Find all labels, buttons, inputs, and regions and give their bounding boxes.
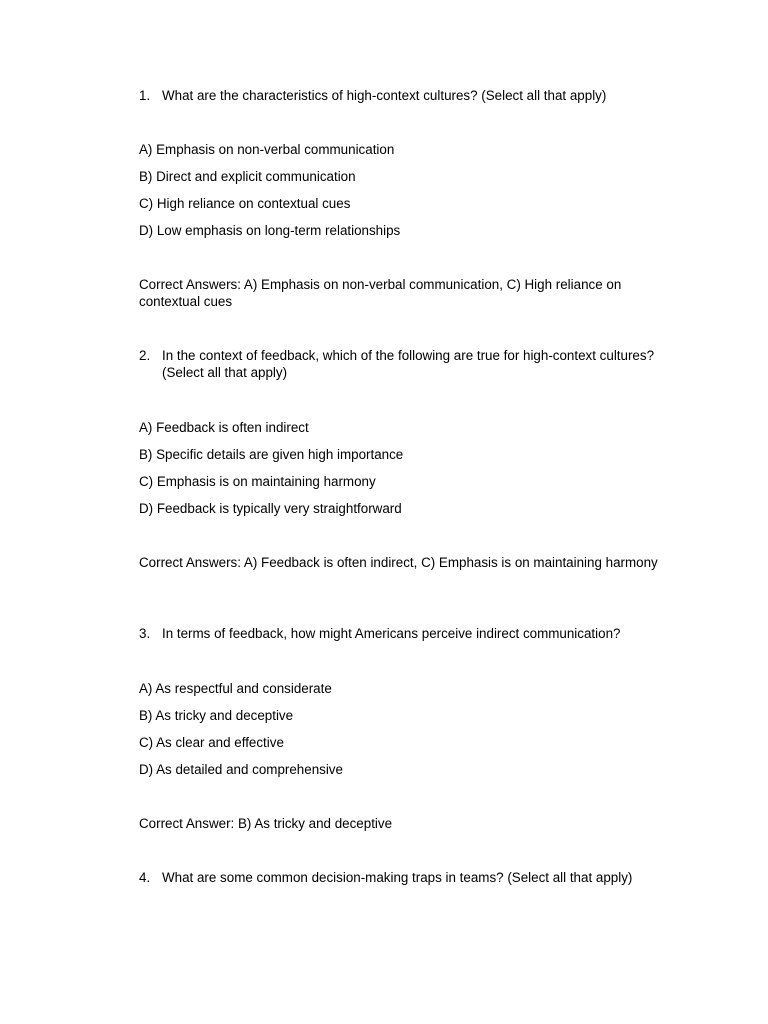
question-number: 1. (139, 88, 151, 103)
question-2-option-a: A) Feedback is often indirect (139, 420, 309, 435)
question-1-option-a: A) Emphasis on non-verbal communication (139, 142, 395, 157)
question-number: 4. (139, 870, 151, 885)
question-text: What are the characteristics of high-context cultures? (Select all that apply) (162, 88, 607, 103)
question-text: In terms of feedback, how might Americans perceive indirect communication? (162, 626, 621, 641)
question-1-option-d: D) Low emphasis on long-term relationships (139, 223, 401, 238)
question-text: In the context of feedback, which of the following are true for high-context cultures? (Select all that apply) (162, 348, 655, 380)
question-2 (139, 347, 669, 381)
question-3-option-a: A) As respectful and considerate (139, 681, 332, 696)
question-2-option-c: C) Emphasis is on maintaining harmony (139, 474, 376, 489)
question-1-option-b: B) Direct and explicit communication (139, 169, 356, 184)
question-1-option-c: C) High reliance on contextual cues (139, 196, 351, 211)
question-3-option-c: C) As clear and effective (139, 735, 284, 750)
question-3-correct-answer: Correct Answer: B) As tricky and deceptive (139, 816, 393, 831)
question-number: 3. (139, 626, 151, 641)
question-2-option-d: D) Feedback is typically very straightforward (139, 501, 402, 516)
question-text: What are some common decision-making traps in teams? (Select all that apply) (162, 870, 633, 885)
question-3-option-b: B) As tricky and deceptive (139, 708, 294, 723)
question-4 (139, 869, 669, 886)
question-1 (139, 87, 669, 104)
question-2-option-b: B) Specific details are given high importance (139, 447, 404, 462)
question-1-correct-answer: Correct Answers: A) Emphasis on non-verbal communication, C) High reliance on contextual cues (139, 277, 622, 309)
question-number: 2. (139, 348, 151, 363)
question-3 (139, 625, 669, 642)
question-2-correct-answer: Correct Answers: A) Feedback is often indirect, C) Emphasis is on maintaining harmony (139, 555, 658, 570)
question-3-option-d: D) As detailed and comprehensive (139, 762, 343, 777)
